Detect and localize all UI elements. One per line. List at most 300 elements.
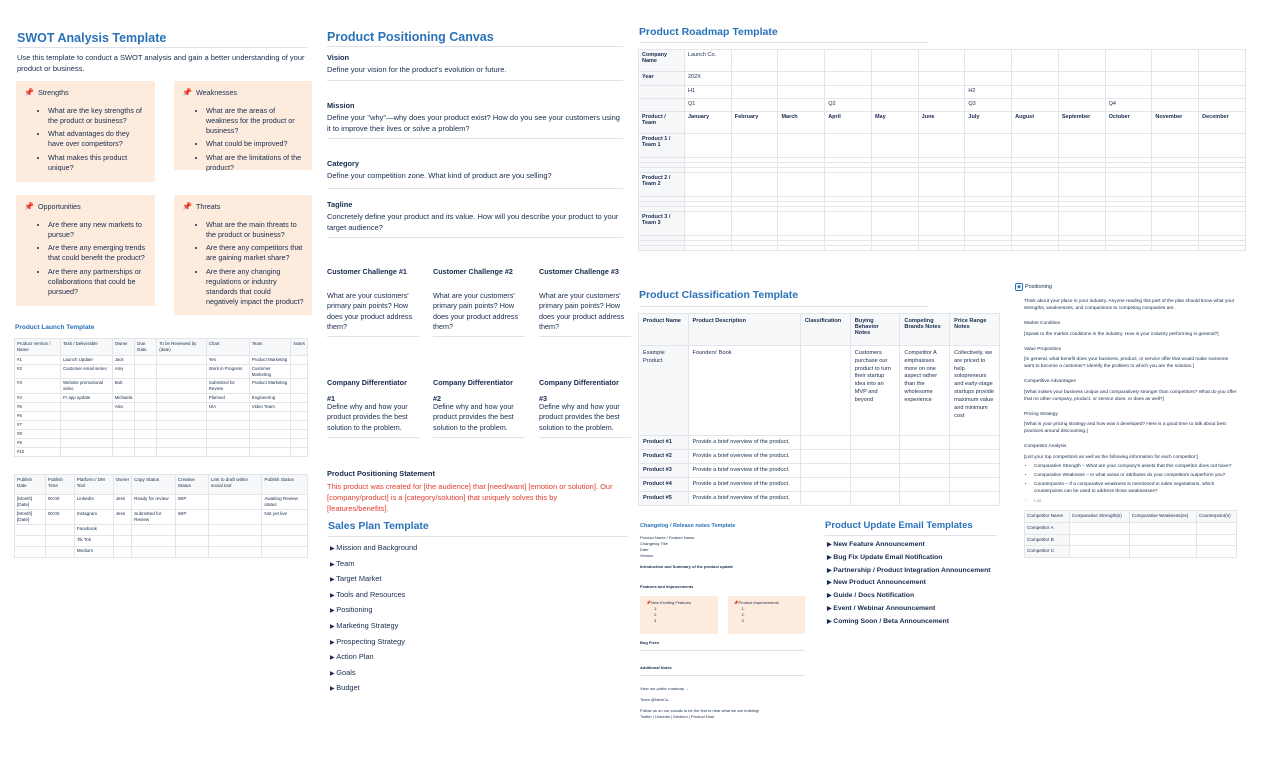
- table-cell: [157, 447, 207, 456]
- table-cell: [157, 402, 207, 411]
- table-cell: [1129, 546, 1196, 558]
- table-cell: [157, 393, 207, 402]
- table-cell: Product Marketing: [249, 379, 291, 393]
- table-cell: Example Product: [639, 346, 689, 436]
- launch-table: [14, 338, 308, 457]
- table-cell: [900, 450, 950, 464]
- card-title: Product Improvements: [738, 600, 779, 605]
- table-cell: [15, 535, 46, 546]
- table-cell: [918, 212, 965, 236]
- table-row: [15, 509, 308, 524]
- table-cell: [291, 411, 308, 420]
- table-cell: [208, 546, 261, 557]
- table-cell: Instagram: [74, 509, 113, 524]
- table-cell: [950, 464, 1000, 478]
- table-cell: [900, 436, 950, 450]
- table-row: [15, 524, 308, 535]
- table-cell: Competitor B: [1025, 534, 1070, 546]
- competitor-table: [1024, 510, 1237, 559]
- changelog-card: [728, 596, 806, 634]
- table-cell: [900, 492, 950, 506]
- table-cell: [1105, 134, 1152, 158]
- column-header: Due Date: [135, 339, 157, 356]
- meta-line: Version: [640, 553, 654, 558]
- pin-icon: 📌: [24, 202, 34, 211]
- sales-section-toggle[interactable]: ▶ Team: [330, 557, 417, 573]
- table-cell: [208, 495, 261, 510]
- column-header: Publish Status: [262, 475, 308, 495]
- table-cell: [291, 379, 308, 393]
- table-row: [639, 346, 1000, 436]
- table-cell: [45, 524, 74, 535]
- column-header: Product Name: [639, 314, 689, 346]
- sales-section-toggle[interactable]: ▶ Marketing Strategy: [330, 619, 417, 635]
- table-cell: [1069, 522, 1129, 534]
- posdoc-title: Positioning: [1025, 284, 1052, 290]
- table-cell: November: [1152, 112, 1199, 134]
- customer-challenge-title: Customer Challenge #1: [327, 267, 407, 276]
- swot-intro: Use this template to conduct a SWOT analysis and gain a better understanding of your product or business.: [17, 53, 305, 73]
- table-cell: [Month] [Date]: [15, 495, 46, 510]
- team-line: Team @NewCo.: [640, 697, 670, 702]
- table-cell: Q3: [965, 99, 1012, 112]
- column-header: Product Description: [688, 314, 800, 346]
- table-cell: [1105, 50, 1152, 72]
- launch-title: Product Launch Template: [15, 324, 95, 331]
- table-cell: [731, 134, 778, 158]
- table-cell: [684, 134, 731, 158]
- table-cell: [1152, 86, 1199, 99]
- table-cell: May: [871, 112, 918, 134]
- table-cell: [800, 450, 850, 464]
- swot-item: • What are the areas of weakness for the product or business?: [206, 106, 304, 136]
- table-cell: [850, 464, 900, 478]
- sales-section-toggle[interactable]: ▶ Mission and Background: [330, 541, 417, 557]
- sales-list: [330, 541, 417, 697]
- table-cell: [15, 524, 46, 535]
- pin-icon: 📌: [24, 88, 34, 97]
- table-cell: [918, 86, 965, 99]
- table-cell: [249, 429, 291, 438]
- table-cell: [950, 478, 1000, 492]
- company-differentiator-text: Define why and how your product provides the best solution to the problem.: [327, 402, 408, 432]
- positioning-doc: [1024, 298, 1239, 558]
- table-row: [15, 356, 308, 365]
- table-cell: [249, 447, 291, 456]
- table-cell: [1012, 173, 1059, 197]
- table-cell: [Month] [Date]: [15, 509, 46, 524]
- table-cell: [60, 438, 112, 447]
- table-cell: [1152, 99, 1199, 112]
- table-cell: [249, 411, 291, 420]
- table-cell: [1012, 212, 1059, 236]
- table-cell: Company Name: [639, 50, 685, 72]
- table-cell: Provide a brief overview of the product.: [688, 478, 800, 492]
- swot-item: • What could be improved?: [206, 139, 304, 149]
- swot-item: • Are there any competitors that are gaining market share?: [206, 243, 304, 263]
- table-cell: Ready for review: [132, 495, 176, 510]
- email-list: [827, 539, 991, 629]
- table-cell: Video Team: [249, 402, 291, 411]
- table-cell: [1105, 86, 1152, 99]
- table-cell: [950, 492, 1000, 506]
- posdoc-text: [What is your pricing strategy and how was it developed? Here is a good time to talk about best practices around discounting.]: [1024, 422, 1226, 435]
- pin-icon: 📌: [733, 600, 739, 605]
- table-cell: Website promotional video: [60, 379, 112, 393]
- roadmap-link[interactable]: View our public roadmap →: [640, 686, 690, 691]
- table-cell: [965, 134, 1012, 158]
- table-cell: Product 1 / Team 1: [639, 134, 685, 158]
- table-cell: [135, 356, 157, 365]
- table-row: [15, 393, 308, 402]
- table-cell: Product Marketing: [249, 356, 291, 365]
- table-cell: Jess: [113, 509, 132, 524]
- table-cell: [112, 411, 135, 420]
- social-links[interactable]: Twitter | LinkedIn | Medium | Product Hunt: [640, 714, 715, 719]
- table-cell: #7: [15, 420, 61, 429]
- email-title: Product Update Email Templates: [825, 520, 973, 531]
- table-cell: [918, 173, 965, 197]
- table-cell: [1196, 522, 1236, 534]
- column-header: Notes: [291, 339, 308, 356]
- table-cell: Q4: [1105, 99, 1152, 112]
- table-cell: [965, 246, 1012, 251]
- customer-challenge-title: Customer Challenge #2: [433, 267, 513, 276]
- table-cell: [778, 72, 825, 86]
- table-cell: [778, 173, 825, 197]
- table-cell: [45, 535, 74, 546]
- posdoc-text: [What makes your business unique and comparatively stronger than competitors? What do you offer that no other company, product, or service does, or does as well?]: [1024, 389, 1237, 402]
- table-row: [639, 112, 1246, 134]
- table-cell: H1: [684, 86, 731, 99]
- table-cell: February: [731, 112, 778, 134]
- table-cell: [1069, 546, 1129, 558]
- table-cell: [1058, 86, 1105, 99]
- table-cell: Provide a brief overview of the product.: [688, 492, 800, 506]
- list-item: 2.: [741, 612, 745, 617]
- section-text: Define your "why"—why does your product exist? How do you see your customers using it to improve their lives or solve a problem?: [327, 113, 620, 133]
- table-cell: Year: [639, 72, 685, 86]
- email-template-toggle[interactable]: ▶ Partnership / Product Integration Announcement: [827, 565, 991, 578]
- table-row: [15, 379, 308, 393]
- posdoc-text: [Speak to the market conditions in the industry. How is your industry performing in general?]: [1024, 331, 1219, 337]
- table-cell: [60, 447, 112, 456]
- table-cell: Provide a brief overview of the product.: [688, 464, 800, 478]
- swot-item: • What are the main threats to the product or business?: [206, 220, 304, 240]
- customer-challenge-text: What are your customers' primary pain points? How does your product address them?: [433, 291, 519, 332]
- email-template-toggle[interactable]: ▶ New Product Announcement: [827, 577, 991, 590]
- table-row: [639, 173, 1246, 197]
- table-cell: #5: [15, 402, 61, 411]
- table-cell: [900, 478, 950, 492]
- sales-section-toggle[interactable]: ▶ Positioning: [330, 603, 417, 619]
- table-cell: Submitted for Review: [132, 509, 176, 524]
- table-cell: [639, 246, 685, 251]
- table-cell: [113, 535, 132, 546]
- table-cell: Jack: [112, 356, 135, 365]
- table-cell: [825, 50, 872, 72]
- posdoc-intro: Think about your place in your industry. Anyone reading this part of the plan should know what your strengths, weaknesses, and comparisons to competing companies are.: [1024, 299, 1235, 312]
- table-cell: [291, 402, 308, 411]
- positioning-doc-icon: ◆: [1015, 283, 1023, 291]
- table-cell: #4: [15, 393, 61, 402]
- table-cell: Tik Tok: [74, 535, 113, 546]
- statement-text: This product was created for [the audience] that [need/want] [emotion or solution]. Our [company/product] is a [category/solution] that uniquely solves this by [features/benefits].: [327, 482, 613, 513]
- table-cell: [1012, 246, 1059, 251]
- email-template-toggle[interactable]: ▶ Guide / Docs Notification: [827, 590, 991, 603]
- table-cell: [731, 50, 778, 72]
- table-cell: [800, 464, 850, 478]
- roadmap-title: Product Roadmap Template: [639, 26, 778, 38]
- table-cell: [249, 420, 291, 429]
- table-cell: [1199, 72, 1246, 86]
- changelog-cards: [640, 596, 805, 634]
- table-cell: Product #3: [639, 464, 689, 478]
- section-label: Mission: [327, 101, 355, 110]
- table-cell: [1199, 246, 1246, 251]
- table-row: [15, 429, 308, 438]
- table-cell: [1152, 134, 1199, 158]
- email-template-toggle[interactable]: ▶ Bug Fix Update Email Notification: [827, 552, 991, 565]
- swot-card-strengths: [16, 81, 155, 182]
- table-cell: Product 3 / Team 3: [639, 212, 685, 236]
- table-cell: [112, 429, 135, 438]
- swot-card-title: Opportunities: [37, 201, 81, 211]
- table-cell: Michaela: [112, 393, 135, 402]
- roadmap-table: [638, 49, 1246, 251]
- email-template-toggle[interactable]: ▶ New Feature Announcement: [827, 539, 991, 552]
- table-cell: Founders' Book: [688, 346, 800, 436]
- swot-card-title: Threats: [195, 201, 221, 211]
- changelog-card: [640, 596, 718, 634]
- table-row: [15, 495, 308, 510]
- meta-line: Product Name / Feature Name: [640, 535, 695, 540]
- table-cell: [1058, 173, 1105, 197]
- table-cell: [871, 72, 918, 86]
- table-cell: Jess: [113, 495, 132, 510]
- table-cell: [1196, 546, 1236, 558]
- table-cell: [60, 420, 112, 429]
- changelog-body: [640, 535, 805, 720]
- section-text: Define your competition zone. What kind of product are you selling?: [327, 171, 552, 180]
- column-header: Comparative Strength(s): [1069, 510, 1129, 522]
- table-cell: [1199, 50, 1246, 72]
- table-cell: [1199, 134, 1246, 158]
- table-cell: Customer email series: [60, 365, 112, 379]
- table-cell: [157, 411, 207, 420]
- table-cell: [291, 447, 308, 456]
- table-cell: [900, 464, 950, 478]
- company-differentiator-title: Company Differentiator #1: [327, 378, 407, 403]
- card-title: New Exciting Features: [650, 600, 691, 605]
- table-cell: [135, 447, 157, 456]
- table-header-row: [639, 314, 1000, 346]
- table-cell: [871, 99, 918, 112]
- table-cell: [157, 420, 207, 429]
- table-cell: [206, 411, 249, 420]
- table-cell: [1105, 173, 1152, 197]
- table-cell: [208, 535, 261, 546]
- email-template-toggle[interactable]: ▶ Coming Soon / Beta Announcement: [827, 616, 991, 629]
- table-cell: [157, 365, 207, 379]
- pin-icon: 📌: [182, 202, 192, 211]
- table-cell: [291, 420, 308, 429]
- table-cell: [825, 134, 872, 158]
- table-cell: Customer Marketing: [249, 365, 291, 379]
- table-cell: [639, 99, 685, 112]
- table-cell: [60, 411, 112, 420]
- table-row: [639, 134, 1246, 158]
- meta-line: Date: [640, 547, 649, 552]
- table-header-row: [1025, 510, 1237, 522]
- table-cell: #10: [15, 447, 61, 456]
- section-label: Category: [327, 159, 360, 168]
- table-cell: Product #5: [639, 492, 689, 506]
- table-cell: Provide a brief overview of the product.: [688, 450, 800, 464]
- sales-section-toggle[interactable]: ▶ Budget: [330, 681, 417, 697]
- sales-section-toggle[interactable]: ▶ Goals: [330, 666, 417, 682]
- swot-item: • What advantages do they have over competitors?: [48, 129, 147, 149]
- table-cell: Fr app update: [60, 393, 112, 402]
- table-cell: [1012, 72, 1059, 86]
- table-cell: [825, 72, 872, 86]
- table-cell: Medium: [74, 546, 113, 557]
- table-cell: [1058, 246, 1105, 251]
- table-cell: [1105, 212, 1152, 236]
- table-row: [15, 402, 308, 411]
- table-cell: June: [918, 112, 965, 134]
- posdoc-heading: Market Condition: [1024, 321, 1061, 327]
- swot-item: • What are the limitations of the product?: [206, 153, 304, 173]
- table-cell: [1012, 50, 1059, 72]
- table-cell: [800, 346, 850, 436]
- table-cell: September: [1058, 112, 1105, 134]
- table-cell: [778, 212, 825, 236]
- intro-heading: Introduction and Summary of the product update: [640, 564, 734, 569]
- sales-section-toggle[interactable]: ▶ Target Market: [330, 572, 417, 588]
- sales-section-toggle[interactable]: ▶ Action Plan: [330, 650, 417, 666]
- posdoc-heading: Competitor Analysis: [1024, 444, 1067, 450]
- positioning-title: Product Positioning Canvas: [327, 30, 494, 44]
- table-cell: [1012, 99, 1059, 112]
- table-cell: [132, 524, 176, 535]
- table-cell: [208, 524, 261, 535]
- table-cell: Planned: [206, 393, 249, 402]
- table-cell: WIP: [175, 509, 208, 524]
- table-cell: [291, 393, 308, 402]
- table-cell: [135, 365, 157, 379]
- table-cell: Alex: [112, 402, 135, 411]
- table-cell: [1129, 534, 1196, 546]
- table-cell: Awaiting Review status: [262, 495, 308, 510]
- column-header: Classification: [800, 314, 850, 346]
- table-cell: [135, 402, 157, 411]
- table-row: [639, 99, 1246, 112]
- table-cell: Launch Update: [60, 356, 112, 365]
- pin-icon: 📌: [646, 600, 651, 605]
- table-row: [639, 492, 1000, 506]
- table-row: [1025, 546, 1237, 558]
- table-cell: Work in Progress: [206, 365, 249, 379]
- sales-section-toggle[interactable]: ▶ Tools and Resources: [330, 588, 417, 604]
- table-cell: [208, 509, 261, 524]
- table-cell: 00:00: [45, 495, 74, 510]
- table-cell: #2: [15, 365, 61, 379]
- posdoc-bullets: [1024, 463, 1239, 505]
- table-row: [639, 212, 1246, 236]
- table-cell: [157, 438, 207, 447]
- table-cell: Product #1: [639, 436, 689, 450]
- table-cell: [1199, 173, 1246, 197]
- table-row: [15, 438, 308, 447]
- column-header: Chart: [206, 339, 249, 356]
- table-cell: January: [684, 112, 731, 134]
- posdoc-heading: Value Proposition: [1024, 346, 1062, 352]
- table-cell: Product / Team: [639, 112, 685, 134]
- table-cell: [135, 411, 157, 420]
- posdoc-bullet: • Counterpoints – If a comparative weakness is mentioned in sales negotiations, which counterpoints can be used to address those weaknesses?: [1034, 481, 1239, 495]
- column-header: Product Version / Name: [15, 339, 61, 356]
- table-cell: [918, 246, 965, 251]
- table-cell: [1129, 522, 1196, 534]
- table-cell: [825, 246, 872, 251]
- table-cell: [1152, 72, 1199, 86]
- table-cell: N/A: [206, 402, 249, 411]
- changelog-title: Changelog / Release notes Template: [640, 523, 736, 529]
- table-cell: [1196, 534, 1236, 546]
- table-cell: #9: [15, 438, 61, 447]
- table-cell: [871, 173, 918, 197]
- list-item: 3.: [741, 618, 745, 623]
- table-cell: [850, 450, 900, 464]
- list-item: 1.: [654, 606, 658, 611]
- company-differentiator-title: Company Differentiator #2: [433, 378, 513, 403]
- table-cell: [291, 429, 308, 438]
- table-cell: [1199, 86, 1246, 99]
- table-cell: Competitor A: [1025, 522, 1070, 534]
- table-cell: [1012, 86, 1059, 99]
- section-label: Tagline: [327, 200, 353, 209]
- table-cell: [731, 86, 778, 99]
- table-row: [639, 246, 1246, 251]
- section-text: Concretely define your product and its value. How will you describe your product to your target audience?: [327, 212, 619, 232]
- table-row: [15, 546, 308, 557]
- swot-title: SWOT Analysis Template: [17, 31, 167, 45]
- table-cell: [249, 438, 291, 447]
- column-header: Team: [249, 339, 291, 356]
- table-cell: [1152, 212, 1199, 236]
- table-cell: Submitted for Review: [206, 379, 249, 393]
- swot-item: • Are there any partnerships or collaborations that could be pursued?: [48, 267, 147, 297]
- table-cell: [1105, 72, 1152, 86]
- table-cell: [778, 99, 825, 112]
- posdoc-bullet: • Comparative Strength – What are your company's assets that this competitor does not have?: [1034, 463, 1239, 470]
- email-template-toggle[interactable]: ▶ Event / Webinar Announcement: [827, 603, 991, 616]
- table-cell: [1152, 246, 1199, 251]
- column-header: Creative Status: [175, 475, 208, 495]
- posdoc-heading: Competitive Advantages: [1024, 379, 1076, 385]
- table-cell: [1012, 134, 1059, 158]
- table-cell: [206, 447, 249, 456]
- sales-section-toggle[interactable]: ▶ Prospecting Strategy: [330, 635, 417, 651]
- list-item: 3.: [654, 618, 658, 623]
- table-cell: LinkedIn: [74, 495, 113, 510]
- table-row: [639, 478, 1000, 492]
- social-table: [14, 474, 308, 558]
- table-cell: July: [965, 112, 1012, 134]
- table-cell: [262, 546, 308, 557]
- table-cell: [684, 173, 731, 197]
